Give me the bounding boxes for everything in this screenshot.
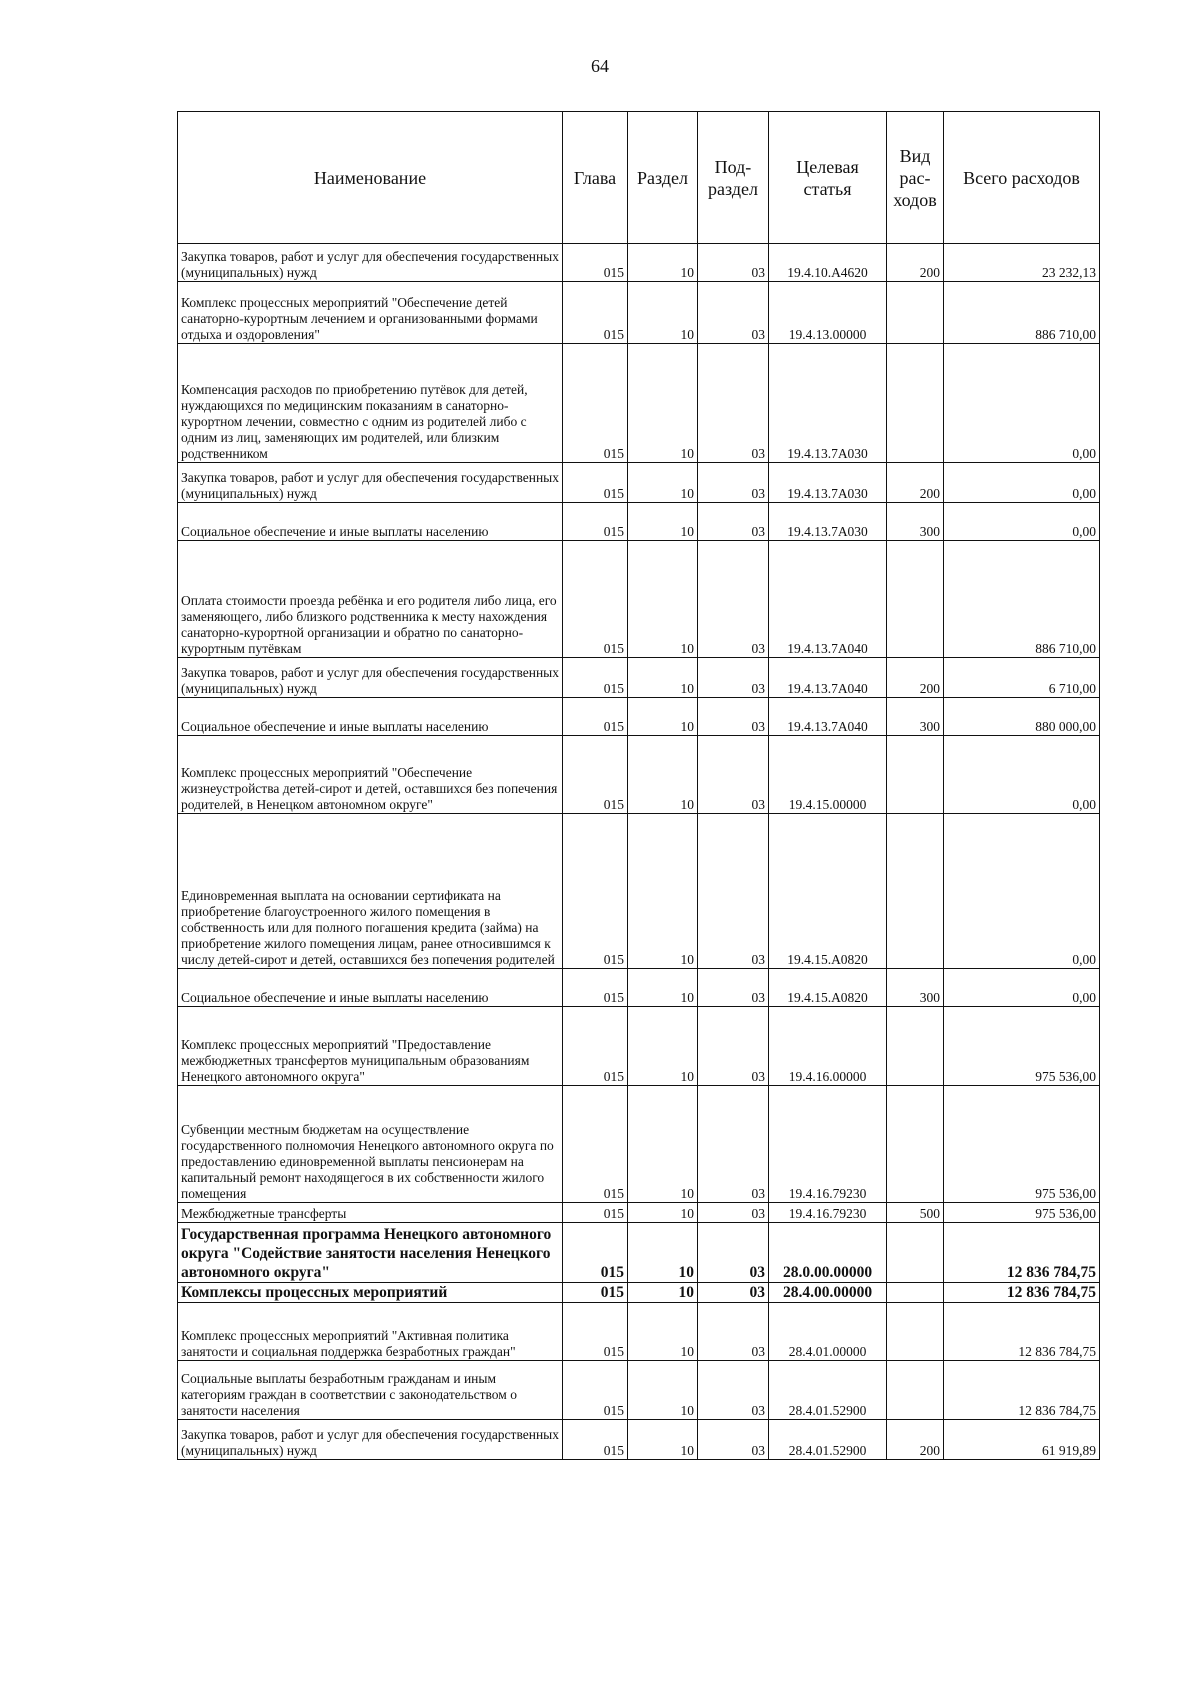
row-podrazdel: 03	[698, 736, 769, 814]
row-name: Оплата стоимости проезда ребёнка и его родителя либо лица, его заменяющего, либо близкого родственника к месту нахождения санаторно-курортной организации и обратно по санаторно-курортным путёвкам	[178, 541, 563, 658]
table-row	[178, 1086, 1100, 1203]
row-podrazdel: 03	[698, 463, 769, 503]
row-statya: 19.4.13.7А040	[769, 541, 887, 658]
header-podrazdel: Под-раздел	[698, 112, 769, 244]
row-name: Комплекс процессных мероприятий "Активная политика занятости и социальная поддержка безработных граждан"	[178, 1303, 563, 1361]
row-razdel: 10	[628, 658, 698, 698]
header-total: Всего расходов	[944, 112, 1100, 244]
table-row	[178, 344, 1100, 463]
row-name: Субвенции местным бюджетам на осуществление государственного полномочия Ненецкого автономного округа по предоставлению единовременной выплаты пенсионерам на капитальный ремонт находящегося в их собственности жилого помещения	[178, 1086, 563, 1203]
row-vid: 300	[887, 969, 944, 1007]
row-podrazdel: 03	[698, 282, 769, 344]
row-glava: 015	[563, 1203, 628, 1223]
row-glava: 015	[563, 463, 628, 503]
row-statya: 28.4.01.52900	[769, 1420, 887, 1460]
row-statya: 28.4.01.00000	[769, 1303, 887, 1361]
row-razdel: 10	[628, 503, 698, 541]
row-razdel: 10	[628, 814, 698, 969]
row-total: 23 232,13	[944, 244, 1100, 282]
row-razdel: 10	[628, 969, 698, 1007]
row-glava: 015	[563, 1420, 628, 1460]
row-statya: 28.4.01.52900	[769, 1361, 887, 1420]
row-total: 0,00	[944, 969, 1100, 1007]
row-razdel: 10	[628, 1283, 698, 1303]
row-name: Комплекс процессных мероприятий "Предоставление межбюджетных трансфертов муниципальным образованиям Ненецкого автономного округа"	[178, 1007, 563, 1086]
row-total: 12 836 784,75	[944, 1303, 1100, 1361]
row-statya: 19.4.13.7А040	[769, 698, 887, 736]
row-glava: 015	[563, 1361, 628, 1420]
row-razdel: 10	[628, 1086, 698, 1203]
row-podrazdel: 03	[698, 1223, 769, 1283]
row-statya: 19.4.13.7А030	[769, 344, 887, 463]
row-vid	[887, 1283, 944, 1303]
table-row	[178, 503, 1100, 541]
row-podrazdel: 03	[698, 658, 769, 698]
row-glava: 015	[563, 344, 628, 463]
row-podrazdel: 03	[698, 969, 769, 1007]
row-name: Социальные выплаты безработным гражданам и иным категориям граждан в соответствии с законодательством о занятости населения	[178, 1361, 563, 1420]
table-row	[178, 736, 1100, 814]
row-glava: 015	[563, 698, 628, 736]
table-row	[178, 1283, 1100, 1303]
row-razdel: 10	[628, 463, 698, 503]
table-row	[178, 1303, 1100, 1361]
row-name: Комплекс процессных мероприятий "Обеспечение детей санаторно-курортным лечением и организованными формами отдыха и оздоровления"	[178, 282, 563, 344]
table-row	[178, 969, 1100, 1007]
row-podrazdel: 03	[698, 541, 769, 658]
row-name: Межбюджетные трансферты	[178, 1203, 563, 1223]
row-total: 0,00	[944, 503, 1100, 541]
row-glava: 015	[563, 541, 628, 658]
row-statya: 19.4.13.00000	[769, 282, 887, 344]
table-row	[178, 698, 1100, 736]
row-podrazdel: 03	[698, 1007, 769, 1086]
row-razdel: 10	[628, 1420, 698, 1460]
table-row	[178, 244, 1100, 282]
row-total: 12 836 784,75	[944, 1223, 1100, 1283]
table-body	[178, 244, 1100, 1460]
row-glava: 015	[563, 658, 628, 698]
row-statya: 28.0.00.00000	[769, 1223, 887, 1283]
row-total: 0,00	[944, 463, 1100, 503]
row-total: 886 710,00	[944, 541, 1100, 658]
row-glava: 015	[563, 1007, 628, 1086]
page-number: 64	[591, 56, 609, 76]
row-razdel: 10	[628, 1203, 698, 1223]
row-vid	[887, 1361, 944, 1420]
row-podrazdel: 03	[698, 814, 769, 969]
row-total: 975 536,00	[944, 1007, 1100, 1086]
table-header-row	[178, 112, 1100, 244]
row-podrazdel: 03	[698, 1361, 769, 1420]
row-vid: 500	[887, 1203, 944, 1223]
row-total: 880 000,00	[944, 698, 1100, 736]
row-statya: 19.4.16.00000	[769, 1007, 887, 1086]
row-statya: 19.4.13.7А040	[769, 658, 887, 698]
row-podrazdel: 03	[698, 1303, 769, 1361]
row-statya: 19.4.16.79230	[769, 1203, 887, 1223]
row-name: Комплекс процессных мероприятий "Обеспечение жизнеустройства детей-сирот и детей, оставшихся без попечения родителей, в Ненецком автономном округе"	[178, 736, 563, 814]
row-total: 0,00	[944, 814, 1100, 969]
table-row	[178, 1361, 1100, 1420]
row-total: 61 919,89	[944, 1420, 1100, 1460]
row-statya: 19.4.15.А0820	[769, 969, 887, 1007]
row-name: Единовременная выплата на основании сертификата на приобретение благоустроенного жилого помещения в собственность или для полного погашения кредита (займа) на приобретение жилого помещения лицам, ранее относившимся к числу детей-сирот и детей, оставшихся без попечения родителей	[178, 814, 563, 969]
row-podrazdel: 03	[698, 503, 769, 541]
table-row	[178, 1420, 1100, 1460]
table-row	[178, 463, 1100, 503]
row-total: 12 836 784,75	[944, 1283, 1100, 1303]
row-vid: 200	[887, 244, 944, 282]
row-glava: 015	[563, 282, 628, 344]
row-vid	[887, 736, 944, 814]
header-statya: Целевая статья	[769, 112, 887, 244]
row-razdel: 10	[628, 1303, 698, 1361]
row-glava: 015	[563, 503, 628, 541]
row-razdel: 10	[628, 698, 698, 736]
row-glava: 015	[563, 1283, 628, 1303]
row-podrazdel: 03	[698, 344, 769, 463]
row-vid: 300	[887, 698, 944, 736]
row-statya: 19.4.13.7А030	[769, 503, 887, 541]
table-row	[178, 541, 1100, 658]
row-vid: 300	[887, 503, 944, 541]
row-name: Социальное обеспечение и иные выплаты населению	[178, 969, 563, 1007]
row-name: Комплексы процессных мероприятий	[178, 1283, 563, 1303]
table-row	[178, 658, 1100, 698]
row-glava: 015	[563, 1086, 628, 1203]
budget-table	[177, 111, 1100, 1460]
row-razdel: 10	[628, 282, 698, 344]
header-glava: Глава	[563, 112, 628, 244]
row-glava: 015	[563, 736, 628, 814]
row-statya: 19.4.16.79230	[769, 1086, 887, 1203]
row-vid: 200	[887, 1420, 944, 1460]
row-vid	[887, 344, 944, 463]
row-razdel: 10	[628, 1361, 698, 1420]
row-vid	[887, 1303, 944, 1361]
row-razdel: 10	[628, 736, 698, 814]
row-glava: 015	[563, 244, 628, 282]
row-vid: 200	[887, 658, 944, 698]
table-row	[178, 814, 1100, 969]
row-vid	[887, 541, 944, 658]
row-name: Закупка товаров, работ и услуг для обеспечения государственных (муниципальных) нужд	[178, 658, 563, 698]
row-name: Закупка товаров, работ и услуг для обеспечения государственных (муниципальных) нужд	[178, 244, 563, 282]
row-vid: 200	[887, 463, 944, 503]
row-total: 886 710,00	[944, 282, 1100, 344]
row-vid	[887, 1086, 944, 1203]
row-statya: 19.4.10.А4620	[769, 244, 887, 282]
row-podrazdel: 03	[698, 1283, 769, 1303]
row-vid	[887, 814, 944, 969]
header-name: Наименование	[178, 112, 563, 244]
row-razdel: 10	[628, 1223, 698, 1283]
row-total: 0,00	[944, 344, 1100, 463]
table-row	[178, 282, 1100, 344]
row-podrazdel: 03	[698, 1203, 769, 1223]
row-total: 12 836 784,75	[944, 1361, 1100, 1420]
row-razdel: 10	[628, 344, 698, 463]
row-name: Компенсация расходов по приобретению путёвок для детей, нуждающихся по медицинским показаниям в санаторно-курортном лечении, совместно с одним из родителей либо с одним из лиц, заменяющих им родителей, или близким родственником	[178, 344, 563, 463]
row-total: 975 536,00	[944, 1203, 1100, 1223]
row-name: Государственная программа Ненецкого автономного округа "Содействие занятости населения Ненецкого автономного округа"	[178, 1223, 563, 1283]
row-total: 975 536,00	[944, 1086, 1100, 1203]
header-razdel: Раздел	[628, 112, 698, 244]
table-row	[178, 1007, 1100, 1086]
table-row	[178, 1223, 1100, 1283]
row-name: Закупка товаров, работ и услуг для обеспечения государственных (муниципальных) нужд	[178, 1420, 563, 1460]
row-vid	[887, 1007, 944, 1086]
table-row	[178, 1203, 1100, 1223]
row-glava: 015	[563, 1223, 628, 1283]
header-vid: Вид рас-ходов	[887, 112, 944, 244]
row-total: 6 710,00	[944, 658, 1100, 698]
row-statya: 19.4.13.7А030	[769, 463, 887, 503]
row-razdel: 10	[628, 541, 698, 658]
row-podrazdel: 03	[698, 1086, 769, 1203]
row-vid	[887, 282, 944, 344]
row-statya: 19.4.15.А0820	[769, 814, 887, 969]
row-statya: 19.4.15.00000	[769, 736, 887, 814]
row-razdel: 10	[628, 1007, 698, 1086]
row-glava: 015	[563, 969, 628, 1007]
row-razdel: 10	[628, 244, 698, 282]
row-podrazdel: 03	[698, 1420, 769, 1460]
row-podrazdel: 03	[698, 698, 769, 736]
row-statya: 28.4.00.00000	[769, 1283, 887, 1303]
row-glava: 015	[563, 814, 628, 969]
row-glava: 015	[563, 1303, 628, 1361]
row-total: 0,00	[944, 736, 1100, 814]
row-podrazdel: 03	[698, 244, 769, 282]
row-name: Закупка товаров, работ и услуг для обеспечения государственных (муниципальных) нужд	[178, 463, 563, 503]
row-vid	[887, 1223, 944, 1283]
row-name: Социальное обеспечение и иные выплаты населению	[178, 698, 563, 736]
row-name: Социальное обеспечение и иные выплаты населению	[178, 503, 563, 541]
